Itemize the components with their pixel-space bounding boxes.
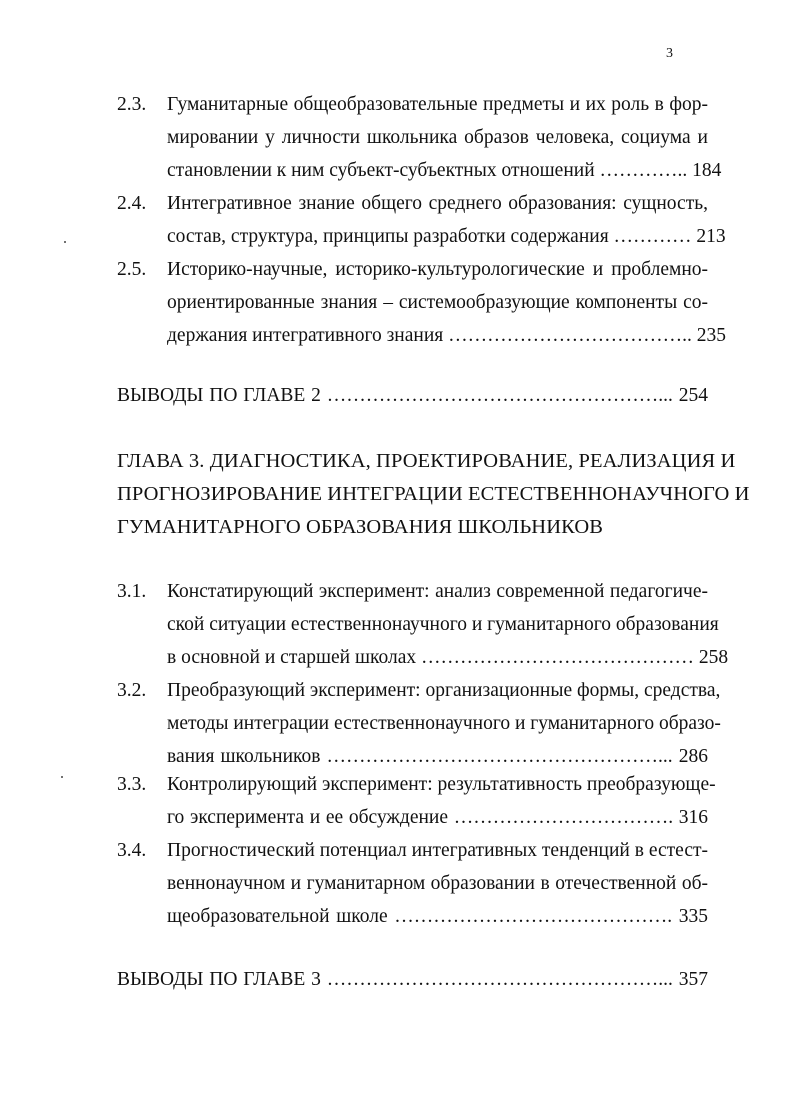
entry-number: 3.4. (117, 840, 147, 861)
chapter-heading-line: ГЛАВА 3. ДИАГНОСТИКА, ПРОЕКТИРОВАНИЕ, РЕАЛИЗАЦИЯ И (117, 450, 736, 472)
entry-line: веннонаучном и гуманитарном образовании в отечественной об- (167, 873, 708, 894)
page-number: 3 (666, 46, 673, 61)
entry-number: 3.2. (117, 680, 147, 701)
toc-entry-3-3 (117, 768, 716, 834)
entry-number: 3.1. (117, 581, 147, 602)
chapter-3-heading (117, 445, 750, 544)
toc-entry-3-1 (117, 575, 729, 674)
entry-line: методы интеграции естественнонаучного и гуманитарного образо- (167, 713, 721, 734)
entry-line: Интегративное знание общего среднего образования: сущность, (167, 193, 708, 214)
entry-line: щеобразовательной школе ……………………………………. 335 (167, 906, 708, 927)
entry-line: ской ситуации естественнонаучного и гуманитарного образования (167, 614, 719, 635)
toc-entry-2-3 (117, 88, 722, 187)
entry-line: Прогностический потенциал интегративных тенденций в естест- (167, 840, 708, 861)
chapter-heading-line: ГУМАНИТАРНОГО ОБРАЗОВАНИЯ ШКОЛЬНИКОВ (117, 516, 604, 538)
toc-entry-3-4 (117, 834, 708, 933)
toc-entry-3-2 (117, 674, 721, 773)
entry-line: Гуманитарные общеобразовательные предметы и их роль в фор- (167, 94, 708, 115)
entry-line: держания интегративного знания ……………………………….. 235 (167, 325, 726, 346)
entry-line: Контролирующий эксперимент: результативность преобразующе- (167, 774, 716, 795)
entry-number: 3.3. (117, 774, 147, 795)
scan-speck (64, 241, 66, 243)
entry-line: становлении к ним субъект-субъектных отношений ………….. 184 (167, 160, 722, 181)
entry-line: Преобразующий эксперимент: организационные формы, средства, (167, 680, 721, 701)
toc-entry-2-4 (117, 187, 726, 253)
entry-number: 2.3. (117, 94, 147, 115)
entry-line: Историко-научные, историко-культурологические и проблемно- (167, 259, 708, 280)
entry-line: Констатирующий эксперимент: анализ современной педагогиче- (167, 581, 708, 602)
entry-line: го эксперимента и ее обсуждение ……………………………. 316 (167, 807, 708, 828)
entry-line: в основной и старшей школах …………………………………… 258 (167, 647, 729, 668)
chapter-heading-line: ПРОГНОЗИРОВАНИЕ ИНТЕГРАЦИИ ЕСТЕСТВЕННОНАУЧНОГО И (117, 483, 750, 505)
scan-speck (61, 776, 63, 778)
entry-line: состав, структура, принципы разработки содержания ………… 213 (167, 226, 726, 247)
entry-line: ориентированные знания – системообразующие компоненты со- (167, 292, 708, 313)
entry-number: 2.4. (117, 193, 147, 214)
entry-line: мировании у личности школьника образов человека, социума и (167, 127, 708, 148)
entry-line: вания школьников ……………………………………………... 286 (167, 746, 708, 767)
entry-number: 2.5. (117, 259, 147, 280)
summary-chapter-2: ВЫВОДЫ ПО ГЛАВЕ 2 ……………………………………………... 254 (117, 385, 708, 406)
summary-chapter-3: ВЫВОДЫ ПО ГЛАВЕ 3 ……………………………………………... 357 (117, 969, 708, 990)
toc-entry-2-5 (117, 253, 726, 352)
